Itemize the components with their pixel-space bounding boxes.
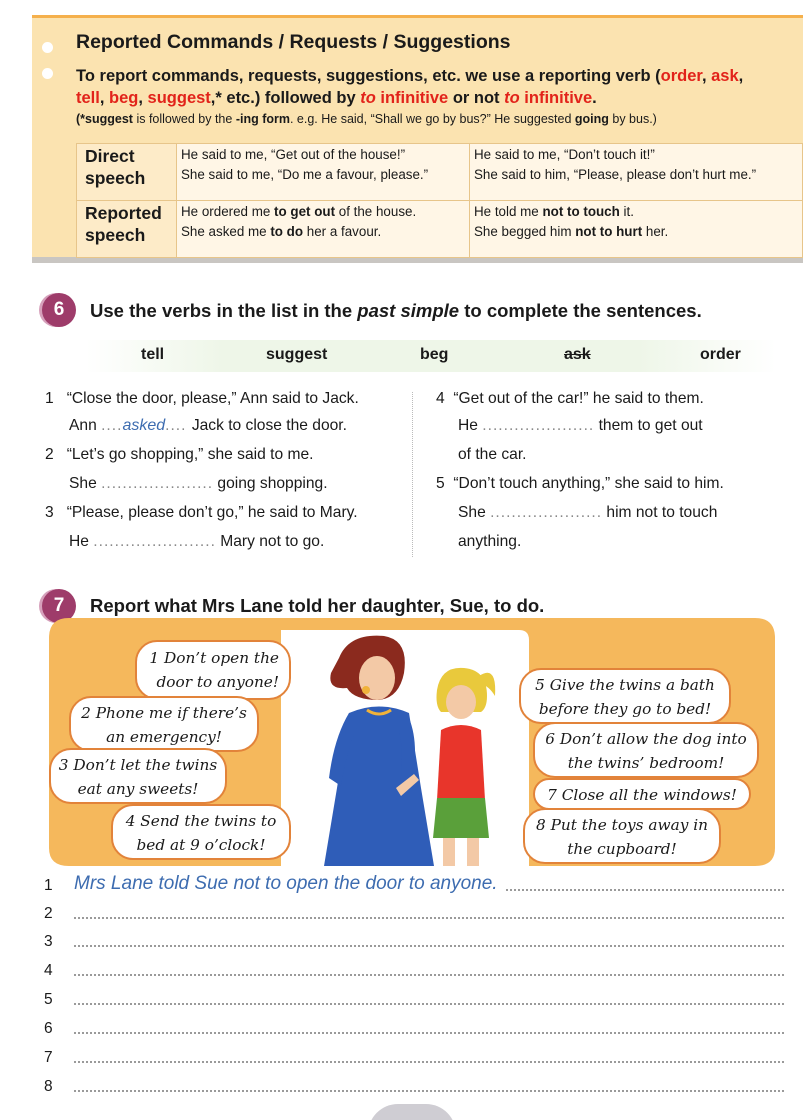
ex6-item-1-question: 1 “Close the door, please,” Ann said to Jack. — [45, 390, 359, 407]
ex6-item-2-blank[interactable]: ..................... — [101, 475, 214, 492]
ex6-item-5-blank[interactable]: ..................... — [490, 504, 603, 521]
direct-cell: He said to me, “Don’t touch it!” She said to him, “Please, please don’t hurt me.” — [469, 144, 802, 201]
illustration-scene — [49, 618, 775, 866]
speech-bubble-6: 6 Don’t allow the dog into the twins’ bedroom! — [533, 722, 759, 778]
exercise-7-number: 7 — [42, 589, 76, 623]
direct-cell: He said to me, “Get out of the house!” She said to me, “Do me a favour, please.” — [177, 144, 470, 201]
answer-line-4[interactable]: 4 — [44, 962, 784, 984]
speech-bubble-2: 2 Phone me if there’s an emergency! — [69, 696, 259, 752]
grammar-rule: To report commands, requests, suggestions, etc. we use a reporting verb (order, ask, tell, beg, suggest,* etc.) followed by to infinitive or not to infinitive. — [76, 67, 744, 107]
bullet-icon — [42, 42, 53, 53]
ex6-item-2-question: 2 “Let’s go shopping,” she said to me. — [45, 446, 314, 463]
speech-bubble-7: 7 Close all the windows! — [533, 778, 751, 810]
word-item: order — [700, 346, 741, 363]
answer-line-3[interactable]: 3 — [44, 933, 784, 955]
ex6-item-5-continuation: anything. — [458, 533, 522, 550]
ex6-item-2-answer-line: She ..................... going shopping. — [69, 475, 328, 492]
example-answer: Mrs Lane told Sue not to open the door to anyone. — [74, 873, 504, 895]
answer-line-8[interactable]: 8 — [44, 1078, 784, 1100]
word-item: suggest — [266, 346, 328, 363]
grammar-table — [76, 143, 803, 258]
ex6-item-4-answer-line: He ..................... them to get out — [458, 417, 703, 434]
ex6-item-5-question: 5 “Don’t touch anything,” she said to him. — [436, 475, 724, 492]
column-divider — [412, 392, 413, 557]
speech-bubble-4: 4 Send the twins to bed at 9 o’clock! — [111, 804, 291, 860]
exercise-6-instruction: Use the verbs in the list in the past simple to complete the sentences. — [90, 300, 702, 321]
reported-cell: He told me not to touch it. She begged him not to hurt her. — [469, 201, 802, 258]
ex6-item-4-continuation: of the car. — [458, 446, 527, 463]
answer-line-5[interactable]: 5 — [44, 991, 784, 1013]
speech-bubble-1: 1 Don’t open the door to anyone! — [135, 640, 291, 700]
reported-cell: He ordered me to get out of the house. She asked me to do her a favour. — [177, 201, 470, 258]
answer-line-6[interactable]: 6 — [44, 1020, 784, 1042]
exercise-6-number: 6 — [42, 293, 76, 327]
speech-bubble-8: 8 Put the toys away in the cupboard! — [523, 808, 721, 864]
word-item: beg — [420, 346, 449, 363]
grammar-note: (*suggest is followed by the -ing form. e.g. He said, “Shall we go by bus?” He suggested going by bus.) — [76, 112, 657, 126]
speech-bubble-5: 5 Give the twins a bath before they go to bed! — [519, 668, 731, 724]
reported-speech-label: Reported speech — [77, 201, 177, 258]
word-list — [86, 340, 776, 372]
word-item-used: ask — [564, 346, 591, 363]
ex6-item-4-blank[interactable]: ..................... — [482, 417, 595, 434]
ex6-item-1-answer-line: Ann ....asked.... Jack to close the door. — [69, 417, 347, 434]
ex6-item-3-answer-line: He ....................... Mary not to go. — [69, 533, 325, 550]
exercise-7-instruction: Report what Mrs Lane told her daughter, Sue, to do. — [90, 595, 545, 616]
ex6-item-1-answer: asked — [122, 417, 166, 434]
word-item: tell — [141, 346, 165, 363]
bullet-icon — [42, 68, 53, 79]
ex6-item-5-answer-line: She ..................... him not to touch — [458, 504, 718, 521]
answer-line-7[interactable]: 7 — [44, 1049, 784, 1071]
answer-line-2[interactable]: 2 — [44, 905, 784, 927]
ex6-item-4-question: 4 “Get out of the car!” he said to them. — [436, 390, 704, 407]
grammar-box — [32, 15, 803, 263]
ex6-item-3-question: 3 “Please, please don’t go,” he said to Mary. — [45, 504, 358, 521]
ex6-item-3-blank[interactable]: ....................... — [93, 533, 216, 550]
answer-line-1[interactable]: 1 Mrs Lane told Sue not to open the door to anyone. — [44, 877, 784, 899]
speech-bubble-3: 3 Don’t let the twins eat any sweets! — [49, 748, 227, 804]
grammar-title: Reported Commands / Requests / Suggestions — [76, 31, 511, 53]
page-number-tab — [368, 1104, 456, 1120]
direct-speech-label: Direct speech — [77, 144, 177, 201]
